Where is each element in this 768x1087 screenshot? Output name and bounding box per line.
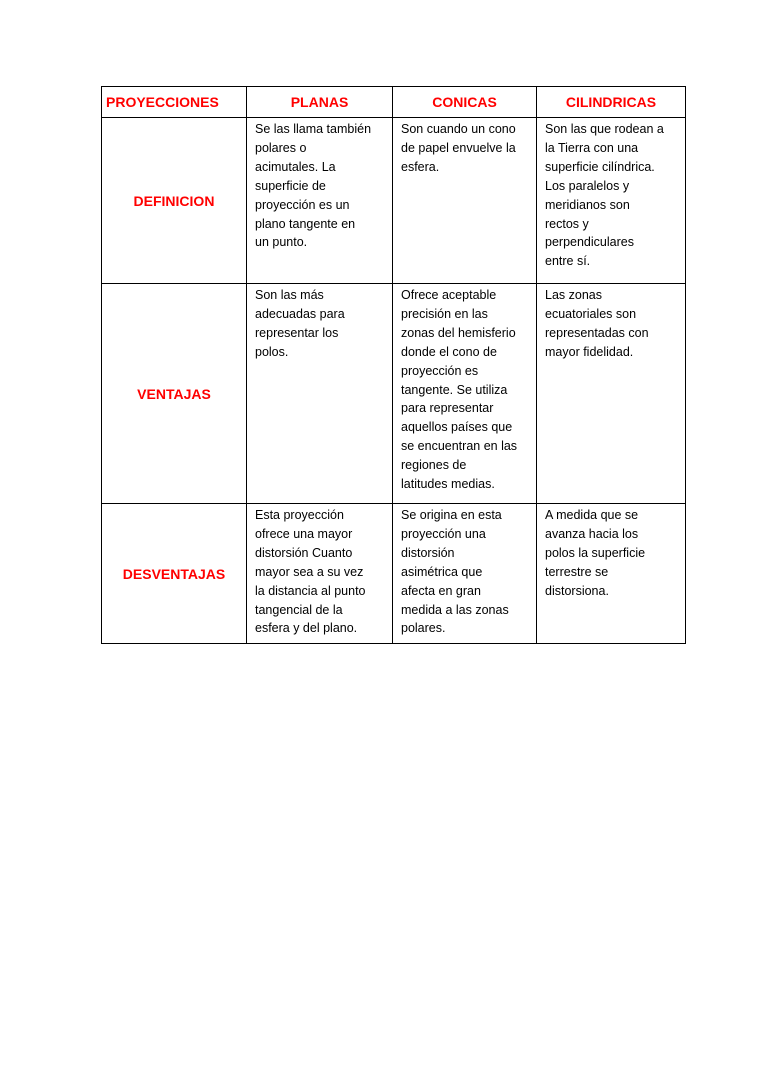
table-row-definicion <box>102 118 686 284</box>
header-planas: PLANAS <box>247 87 393 118</box>
header-proyecciones: PROYECCIONES <box>102 87 247 118</box>
cell-line: terrestre se <box>545 564 609 579</box>
cell-line: distorsiona. <box>545 583 609 598</box>
cell-line: polos. <box>255 344 289 359</box>
cell-line: Las zonas <box>545 288 602 302</box>
cell-line: latitudes medias. <box>401 477 495 492</box>
cell-line: polos la superficie <box>545 545 646 560</box>
cell-line: un punto. <box>255 235 308 250</box>
cell-line: se encuentran en las <box>401 439 518 454</box>
cell-line: acimutales. La <box>255 159 336 174</box>
cell-line: la Tierra con una <box>545 140 639 155</box>
cell-line: zonas del hemisferio <box>401 325 516 340</box>
cell-line: Son las que rodean a <box>545 122 664 136</box>
cell-line: aquellos países que <box>401 420 513 435</box>
row-label-definicion: DEFINICION <box>102 118 247 284</box>
cell-desventajas-conicas <box>393 504 537 644</box>
cell-line: adecuadas para <box>255 306 345 321</box>
cell-line: Ofrece aceptable <box>401 288 497 302</box>
cell-line: Se origina en esta <box>401 508 502 522</box>
cell-line: entre sí. <box>545 254 591 269</box>
row-label-desventajas: DESVENTAJAS <box>102 504 247 644</box>
cell-line: mayor fidelidad. <box>545 344 634 359</box>
cell-line: representar los <box>255 325 339 340</box>
cell-line: superficie cilíndrica. <box>545 159 655 174</box>
cell-line: para representar <box>401 401 494 416</box>
cell-line: regiones de <box>401 458 467 473</box>
cell-line: ofrece una mayor <box>255 526 353 541</box>
cell-line: polares o <box>255 140 307 155</box>
cell-ventajas-planas <box>247 284 393 504</box>
cell-line: ecuatoriales son <box>545 306 637 321</box>
cell-desventajas-cilindricas <box>537 504 686 644</box>
cell-line: donde el cono de <box>401 344 497 359</box>
header-cilindricas: CILINDRICAS <box>537 87 686 118</box>
cell-line: polares. <box>401 621 446 636</box>
cell-line: tangente. Se utiliza <box>401 382 508 397</box>
cell-line: superficie de <box>255 178 326 193</box>
cell-line: asimétrica que <box>401 564 483 579</box>
row-label-ventajas: VENTAJAS <box>102 284 247 504</box>
cell-line: proyección es <box>401 363 479 378</box>
cell-line: la distancia al punto <box>255 583 366 598</box>
table-row-desventajas <box>102 504 686 644</box>
cell-line: esfera. <box>401 159 440 174</box>
cell-definicion-planas <box>247 118 393 284</box>
cell-definicion-cilindricas <box>537 118 686 284</box>
cell-line: representadas con <box>545 325 649 340</box>
cell-line: de papel envuelve la <box>401 140 516 155</box>
cell-line: medida a las zonas <box>401 602 509 617</box>
cell-line: mayor sea a su vez <box>255 564 364 579</box>
cell-line: esfera y del plano. <box>255 621 358 636</box>
cell-line: afecta en gran <box>401 583 481 598</box>
cell-line: precisión en las <box>401 306 488 321</box>
projections-table <box>101 86 686 644</box>
cell-line: tangencial de la <box>255 602 343 617</box>
cell-line: proyección es un <box>255 197 350 212</box>
cell-line: meridianos son <box>545 197 630 212</box>
cell-line: perpendiculares <box>545 235 634 250</box>
cell-ventajas-conicas <box>393 284 537 504</box>
cell-line: Los paralelos y <box>545 178 630 193</box>
header-conicas: CONICAS <box>393 87 537 118</box>
cell-line: distorsión Cuanto <box>255 545 353 560</box>
cell-definicion-conicas <box>393 118 537 284</box>
cell-line: Esta proyección <box>255 508 344 522</box>
cell-ventajas-cilindricas <box>537 284 686 504</box>
cell-line: proyección una <box>401 526 486 541</box>
cell-line: Se las llama también <box>255 122 372 136</box>
cell-line: distorsión <box>401 545 455 560</box>
cell-line: Son las más <box>255 288 324 302</box>
cell-line: Son cuando un cono <box>401 122 516 136</box>
header-row <box>102 87 686 118</box>
cell-line: rectos y <box>545 216 589 231</box>
cell-line: A medida que se <box>545 508 639 522</box>
table-row-ventajas <box>102 284 686 504</box>
cell-line: avanza hacia los <box>545 526 639 541</box>
cell-line: plano tangente en <box>255 216 356 231</box>
cell-desventajas-planas <box>247 504 393 644</box>
